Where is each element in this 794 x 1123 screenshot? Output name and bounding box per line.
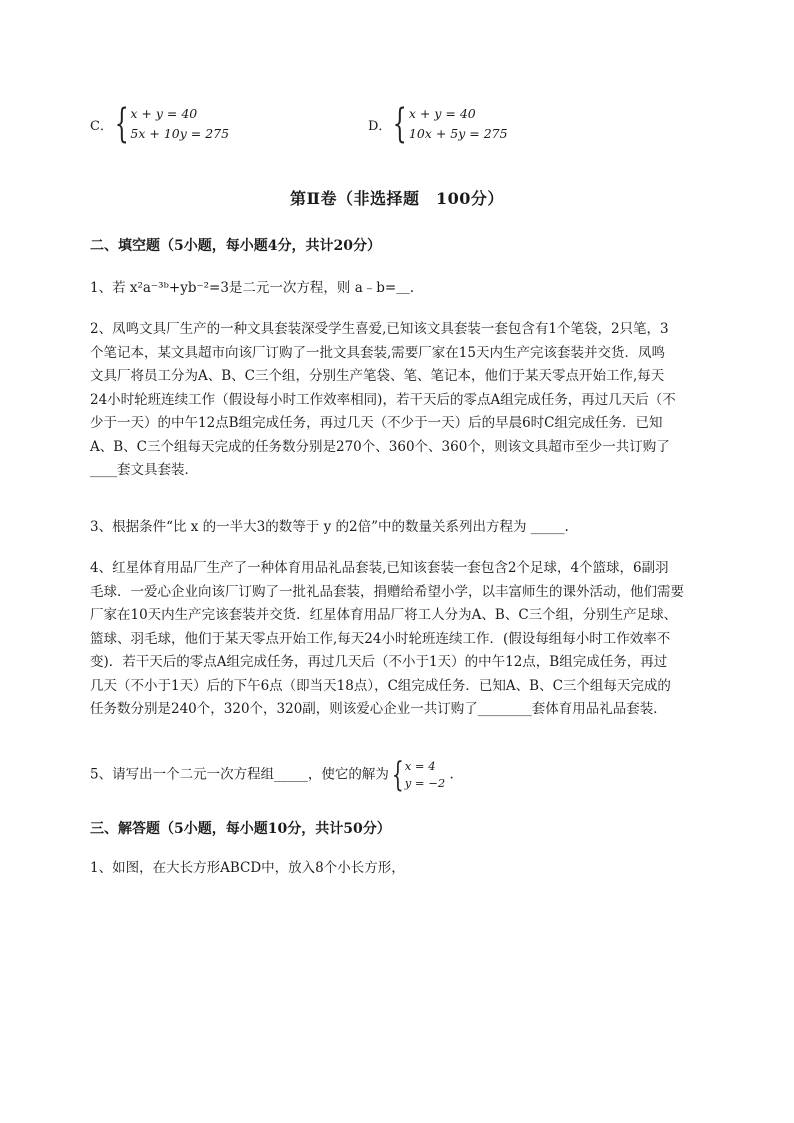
question-4-line: 变)．若干天后的零点A组完成任务，再过几天后（不小于1天）的中午12点，B组完成任务，再过 bbox=[90, 654, 668, 670]
brace-icon: { bbox=[393, 101, 408, 147]
option-c-label: C． bbox=[90, 118, 113, 134]
question-3: 3、根据条件“比 x 的一半大3的数等于 y 的2倍”中的数量关系列出方程为 _____. bbox=[90, 519, 569, 535]
option-c bbox=[90, 101, 230, 147]
question-1: 1、若 x²a⁻³ᵇ+yb⁻²=3是二元一次方程，则 a﹣b=＿. bbox=[90, 280, 414, 296]
section-title-fill-in: 二、填空题（5小题，每小题4分，共计20分） bbox=[90, 238, 381, 254]
question-2 bbox=[90, 318, 746, 483]
question-6: 1、如图，在大长方形ABCD中，放入8个小长方形， bbox=[90, 860, 405, 876]
question-4-line: 厂家在10天内生产完该套装并交货．红星体育用品厂将工人分为A、B、C三个组，分别生产足球、 bbox=[90, 607, 678, 623]
brace-icon: { bbox=[114, 101, 129, 147]
question-2-line: 2、凤鸣文具厂生产的一种文具套装深受学生喜爱,已知该文具套装一套包含有1个笔袋，2只笔，3 bbox=[90, 321, 669, 337]
question-5-system bbox=[392, 755, 446, 795]
option-c-eq1: x + y = 40 bbox=[130, 106, 198, 121]
option-d-label: D． bbox=[368, 118, 392, 134]
volume-title: 第Ⅱ卷（非选择题 100分） bbox=[290, 189, 504, 208]
option-d bbox=[368, 101, 508, 147]
question-2-line: ____套文具套装． bbox=[90, 462, 198, 478]
question-4 bbox=[90, 557, 746, 722]
question-4-line: 篮球、羽毛球，他们于某天零点开始工作,每天24小时轮班连续工作．(假设每组每小时工作效率不 bbox=[90, 630, 671, 647]
section-title-answer: 三、解答题（5小题，每小题10分，共计50分） bbox=[90, 821, 391, 837]
question-2-line: 个笔记本，某文具超市向该厂订购了一批文具套装,需要厂家在15天内生产完该套装并交货．凤鸣 bbox=[90, 344, 665, 361]
question-2-line: 文具厂将员工分为A、B、C三个组，分别生产笔袋、笔、笔记本，他们于某天零点开始工作,每天 bbox=[90, 368, 665, 384]
question-5-suffix: . bbox=[449, 766, 454, 783]
question-4-line: 几天（不小于1天）后的下午6点（即当天18点），C组完成任务．已知A、B、C三个组每天完成的 bbox=[90, 677, 671, 694]
question-4-line: 毛球．一爱心企业向该厂订购了一批礼品套装，捐赠给希望小学，以丰富师生的课外活动，他们需要 bbox=[90, 583, 684, 600]
question-5-eq2: y = −2 bbox=[404, 776, 446, 790]
question-5-prefix: 5、请写出一个二元一次方程组_____，使它的解为 bbox=[90, 766, 389, 783]
brace-icon: { bbox=[392, 755, 404, 795]
question-4-line: 4、红星体育用品厂生产了一种体育用品礼品套装,已知该套装一套包含2个足球，4个篮球，6副羽 bbox=[90, 560, 669, 576]
option-d-eq2: 10x + 5y = 275 bbox=[408, 126, 508, 141]
option-d-system bbox=[393, 101, 508, 147]
question-2-line: A、B、C三个组每天完成的任务数分别是270个、360个、360个，则该文具超市至少一共订购了 bbox=[90, 438, 670, 455]
question-2-line: 24小时轮班连续工作（假设每小时工作效率相同)，若干天后的零点A组完成任务，再过几天后（不 bbox=[90, 391, 676, 408]
option-c-eq2: 5x + 10y = 275 bbox=[130, 126, 230, 141]
question-2-line: 少于一天）的中午12点B组完成任务，再过几天（不少于一天）后的早晨6时C组完成任务．已知 bbox=[90, 415, 663, 431]
question-5 bbox=[90, 755, 746, 795]
option-c-system bbox=[114, 101, 230, 147]
option-d-eq1: x + y = 40 bbox=[408, 106, 476, 121]
question-5-eq1: x = 4 bbox=[404, 759, 436, 773]
question-4-line: 任务数分别是240个，320个，320副，则该爱心企业一共订购了________套体育用品礼品套装． bbox=[90, 701, 667, 717]
